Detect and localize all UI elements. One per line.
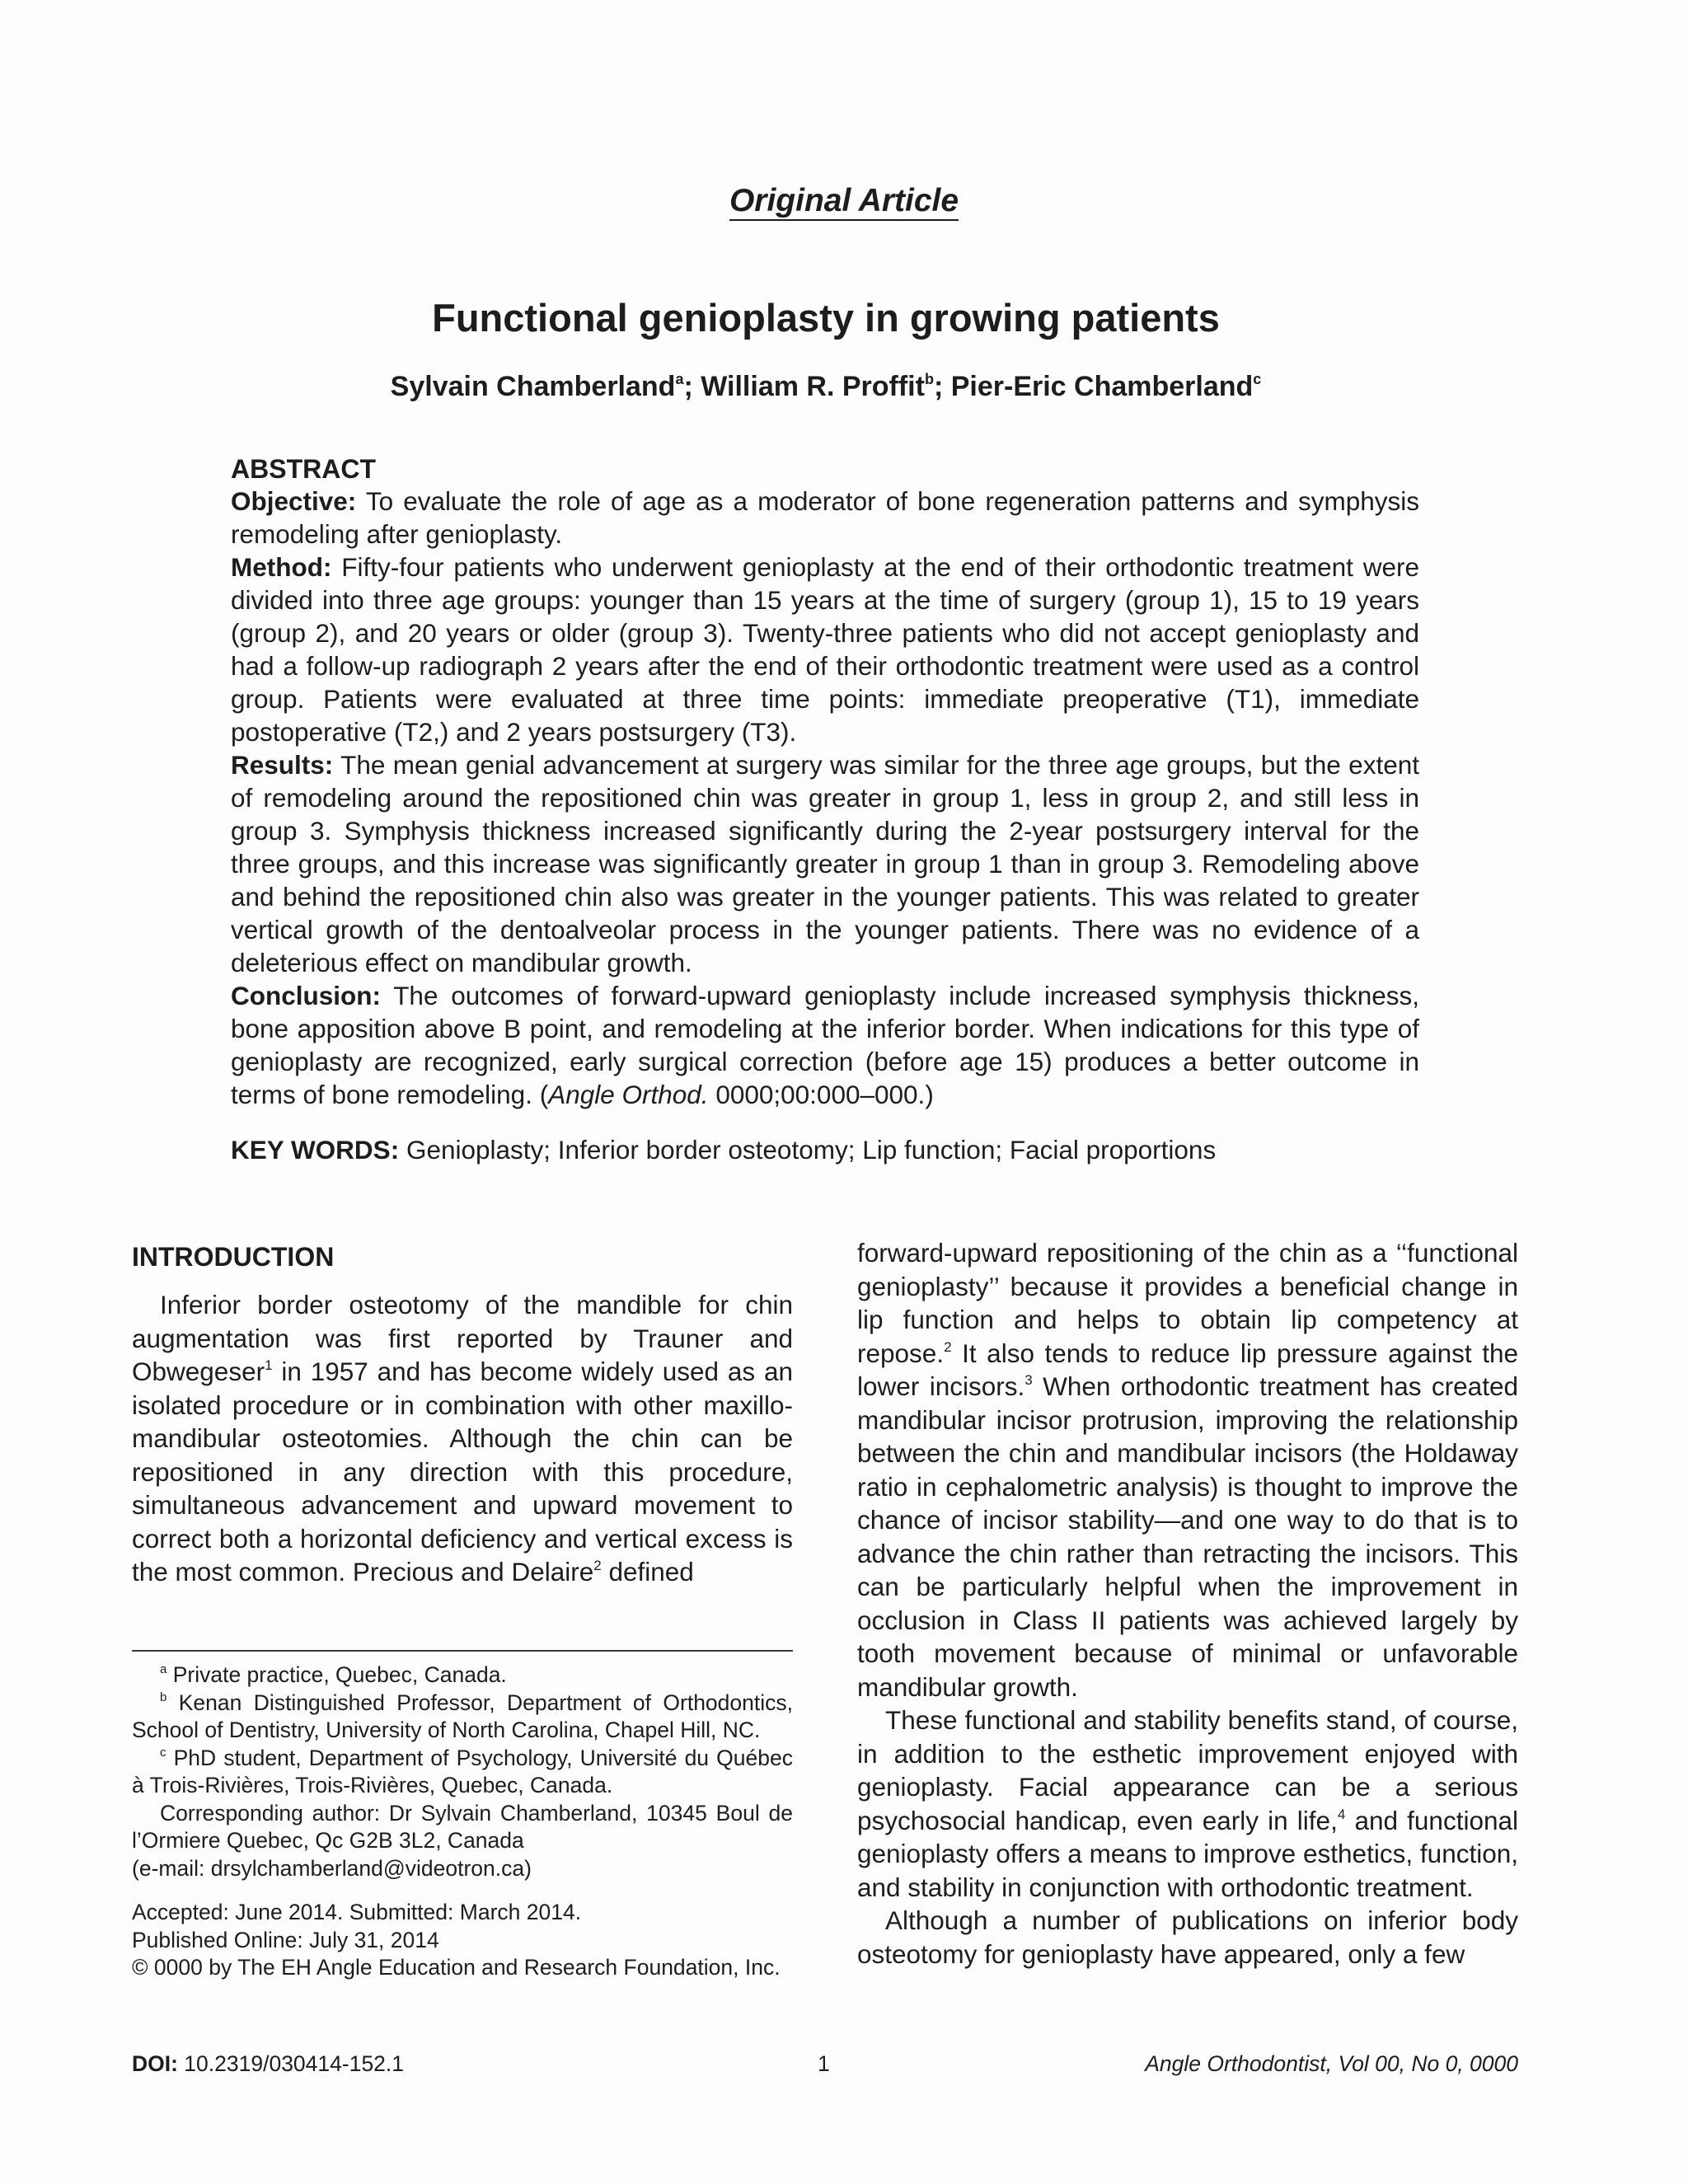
doi	[132, 2051, 404, 2077]
keywords	[231, 1133, 1467, 1166]
page-footer	[132, 2051, 1518, 2079]
footnote-mark: c	[160, 1745, 166, 1760]
reference-mark: 3	[1025, 1372, 1033, 1388]
abstract-results	[231, 748, 1419, 979]
abstract-method	[231, 551, 1419, 748]
body-paragraph	[857, 1236, 1518, 1704]
abstract-results-label: Results:	[231, 750, 334, 780]
body-text: and functional genioplasty offers a means to improve esthetics, function, and stability in conjunction with orthodontic treatment.	[857, 1805, 1518, 1902]
reference-mark: 4	[1337, 1806, 1346, 1822]
author-name: Pier-Eric Chamberland	[950, 371, 1254, 402]
author-name: William R. Proffit	[701, 371, 925, 402]
abstract-heading: ABSTRACT	[231, 454, 376, 484]
footnote-text: Kenan Distinguished Professor, Department of Orthodontics, School of Dentistry, University of North Carolina, Chapel Hill, NC.	[132, 1690, 793, 1742]
article-type-label: Original Article	[729, 183, 959, 221]
abstract-citation-rest: 0000;00:000–000.)	[708, 1080, 934, 1109]
accepted-submitted-dates: Accepted: June 2014. Submitted: March 2014.	[132, 1900, 582, 1924]
copyright-notice: © 0000 by The EH Angle Education and Research Foundation, Inc.	[132, 1955, 781, 1980]
reference-mark: 2	[944, 1338, 952, 1355]
author-separator: ;	[933, 371, 951, 402]
introduction-heading: INTRODUCTION	[132, 1242, 335, 1272]
body-text: in 1957 and has become widely used as an isolated procedure or in combination with other maxillo-mandibular osteotomies. Although the chin can be repositioned in any direction with this procedure, simultaneous advancement and upward movement to correct both a horizontal deficiency and vertical excess is the most common. Precious and Delaire	[132, 1357, 793, 1586]
body-text: forward-upward repositioning of the chin as a ‘‘functional genioplasty’’ because it provides a beneficial change in lip function and helps to obtain lip competency at repose.	[857, 1238, 1518, 1368]
author-affiliation-mark: b	[924, 371, 934, 387]
abstract-citation-journal: Angle Orthod.	[548, 1080, 709, 1109]
body-paragraph	[132, 1288, 793, 1589]
footnote-affiliation-a	[132, 1661, 793, 1690]
abstract-conclusion-label: Conclusion:	[231, 981, 381, 1010]
footnote-affiliation-b	[132, 1690, 793, 1745]
doi-label: DOI:	[132, 2051, 178, 2076]
abstract-objective-text: To evaluate the role of age as a moderator of bone regeneration patterns and symphysis remodeling after genioplasty.	[231, 486, 1420, 549]
doi-value: 10.2319/030414-152.1	[177, 2051, 405, 2076]
reference-mark: 1	[265, 1357, 273, 1373]
abstract-method-label: Method:	[231, 552, 332, 582]
article-title: Functional genioplasty in growing patients	[432, 296, 1220, 340]
abstract-method-text: Fifty-four patients who underwent genioplasty at the end of their orthodontic treatment were divided into three age groups: younger than 15 years at the time of surgery (group 1), 15 to 19 years (group 2), and 20 years or older (group 3). Twenty-three patients who did not accept genioplasty and had a follow-up radiograph 2 years after the end of their orthodontic treatment were used as a control group. Patients were evaluated at three time points: immediate preoperative (T1), immediate postoperative (T2,) and 2 years postsurgery (T3).	[231, 552, 1419, 747]
corresponding-email: (e-mail: drsylchamberland@videotron.ca)	[132, 1855, 532, 1881]
reference-mark: 2	[593, 1558, 602, 1573]
abstract-objective	[231, 485, 1419, 551]
page-number: 1	[818, 2051, 830, 2076]
footnote-mark: b	[160, 1690, 167, 1704]
author-affiliation-mark: a	[675, 371, 684, 387]
footnotes	[132, 1661, 793, 1982]
footnote-text: Private practice, Quebec, Canada.	[166, 1662, 507, 1687]
body-paragraph	[857, 1704, 1518, 1904]
body-text: It also tends to reduce lip pressure against the lower incisors.	[857, 1338, 1518, 1401]
body-paragraph: Although a number of publications on inferior body osteotomy for genioplasty have appeared, only a few	[857, 1905, 1518, 1969]
abstract-conclusion	[231, 979, 1419, 1111]
body-text: Inferior border osteotomy of the mandible for chin augmentation was first reported by Trauner and Obwegeser	[132, 1290, 793, 1386]
abstract-conclusion-text: The outcomes of forward-upward genioplasty include increased symphysis thickness, bone apposition above B point, and remodeling at the inferior border. When indications for this type of genioplasty are recognized, early surgical correction (before age 15) produces a better outcome in terms of bone remodeling. (	[231, 981, 1419, 1109]
abstract	[231, 453, 1419, 1111]
body-column-left	[132, 1240, 793, 1589]
footnote-mark: a	[160, 1662, 167, 1676]
abstract-results-text: The mean genial advancement at surgery was similar for the three age groups, but the extent of remodeling around the repositioned chin was greater in group 1, less in group 2, and still less in group 3. Symphysis thickness increased significantly during the 2-year postsurgery interval for the three groups, and this increase was significantly greater in group 1 than in group 3. Remodeling above and behind the repositioned chin also was greater in the younger patients. This was related to greater vertical growth of the dentoalveolar process in the younger patients. There was no evidence of a deleterious effect on mandibular growth.	[231, 750, 1419, 977]
body-text: These functional and stability benefits stand, of course, in addition to the esthetic improvement enjoyed with genioplasty. Facial appearance can be a serious psychosocial handicap, even early in life,	[857, 1705, 1518, 1835]
body-text: When orthodontic treatment has created mandibular incisor protrusion, improving the relationship between the chin and mandibular incisors (the Holdaway ratio in cephalometric analysis) is thought to improve the chance of incisor stability—and one way to do that is to advance the chin rather than retracting the incisors. This can be particularly helpful when the improvement in occlusion in Class II patients was achieved largely by tooth movement because of minimal or unfavorable mandibular growth.	[857, 1371, 1518, 1702]
body-text: defined	[601, 1557, 694, 1586]
author-name: Sylvain Chamberland	[390, 371, 676, 402]
body-column-right	[857, 1236, 1518, 1971]
corresponding-author: Corresponding author: Dr Sylvain Chamberland, 10345 Boul de l’Ormiere Quebec, Qc G2B 3L2, Canada	[132, 1800, 793, 1853]
footnote-text: PhD student, Department of Psychology, Université du Québec à Trois-Rivières, Trois-Rivières, Quebec, Canada.	[132, 1745, 793, 1797]
author-list	[0, 371, 1652, 403]
author-affiliation-mark: c	[1253, 371, 1262, 387]
published-online-date: Published Online: July 31, 2014	[132, 1927, 439, 1952]
journal-citation: Angle Orthodontist, Vol 00, No 0, 0000	[1145, 2051, 1518, 2076]
keywords-label: KEY WORDS:	[231, 1135, 400, 1165]
footnote-affiliation-c	[132, 1745, 793, 1800]
abstract-objective-label: Objective:	[231, 486, 357, 516]
keywords-text: Genioplasty; Inferior border osteotomy; Lip function; Facial proportions	[406, 1135, 1217, 1165]
author-separator: ;	[683, 371, 701, 402]
article-type	[0, 183, 1688, 219]
footnote-divider	[132, 1650, 793, 1652]
